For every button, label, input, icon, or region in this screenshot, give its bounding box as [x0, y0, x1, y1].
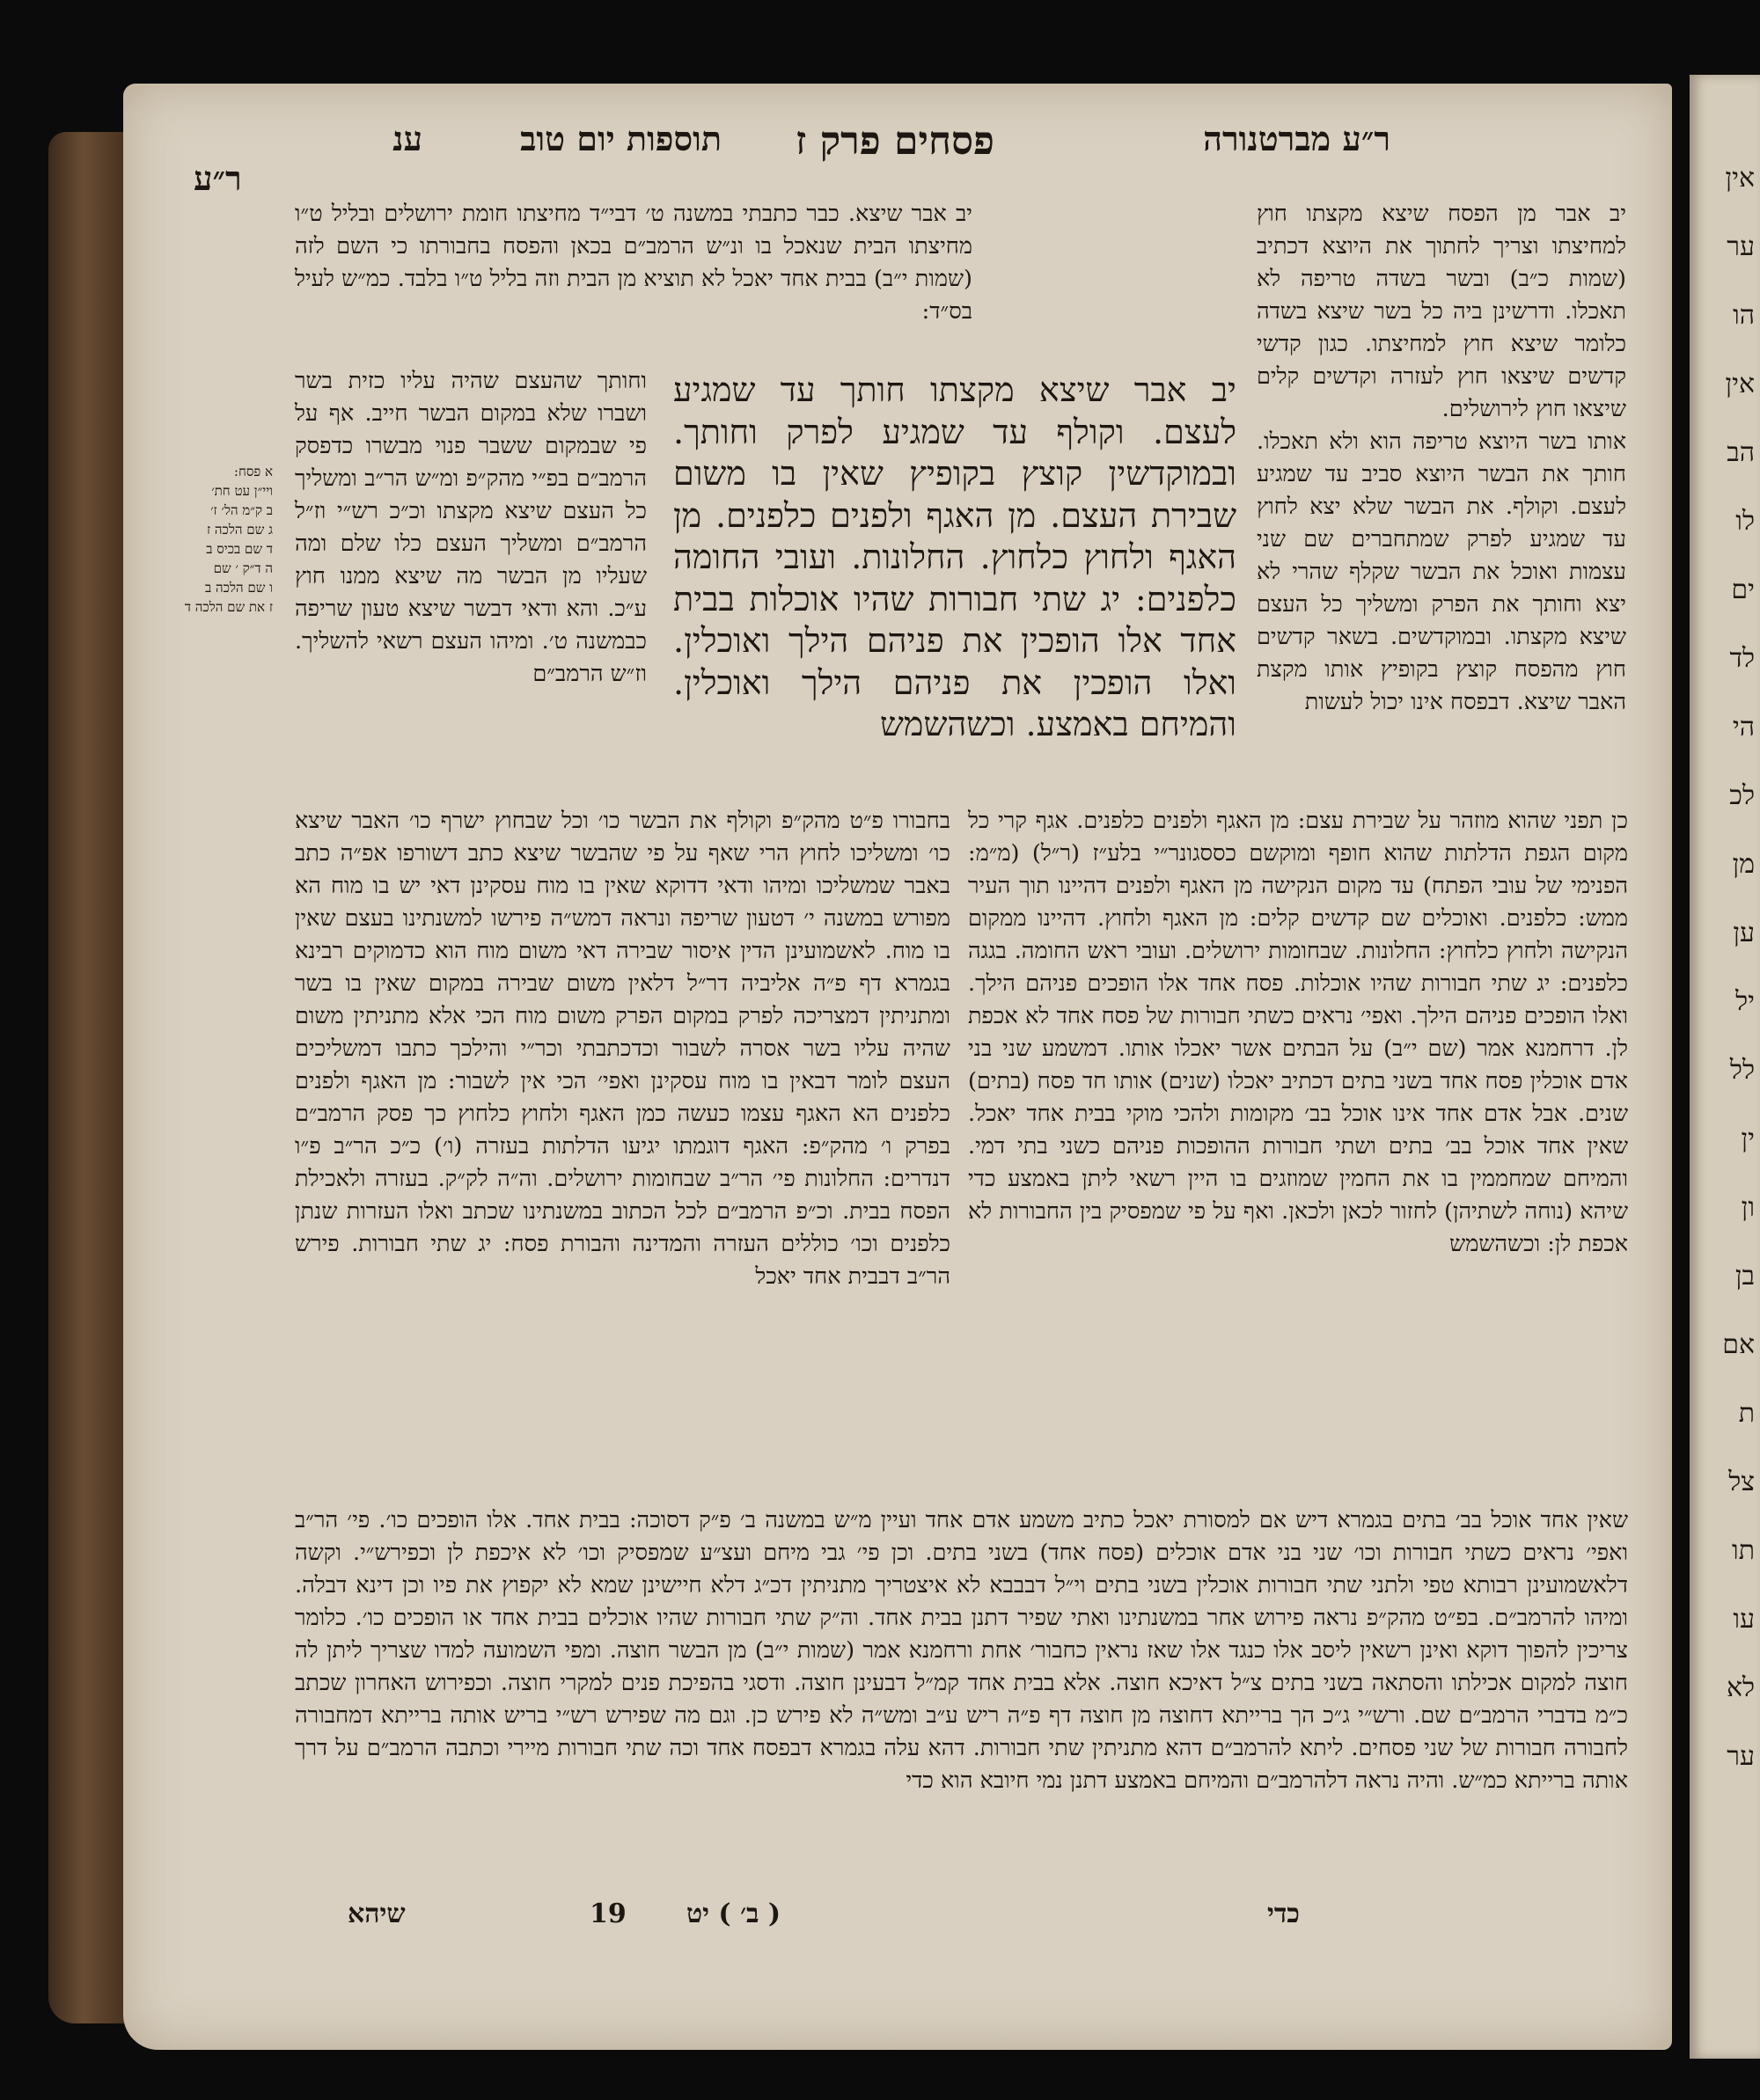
- facing-page-fragment: מן: [1732, 849, 1755, 880]
- tosafot-lower-column: [295, 805, 950, 1293]
- facing-page-fragment: ער: [1727, 231, 1755, 262]
- catchword-right: כדי: [1267, 1899, 1300, 1929]
- header-bartenura-title: ר״ע מברטנורה: [1203, 119, 1390, 158]
- page-number: 19: [590, 1899, 627, 1929]
- bartenura-paragraph: יב אבר מן הפסח שיצא מקצתו חוץ למחיצתו וצריך לחתוך את היוצא דכתיב (שמות כ״ב) ובשר בשדה טריפה לא תאכלו. ודרשינן ביה כל בשר שיצא בשדה כלומר שיצא חוץ למחיצתו. כגון קדשי קדשים שיצאו חוץ לעזרה וקדשים קלים שיצאו חוץ לירושלים.: [1257, 201, 1626, 422]
- facing-page-fragment: לל: [1729, 1055, 1755, 1086]
- facing-page-fragment: יל: [1735, 986, 1755, 1017]
- bartenura-paragraph: כן תפני שהוא מוזהר על שבירת עצם: מן האגף ולפנים כלפנים. אגף קרי כל מקום הגפת הדלתות שהוא חופף ומוקשם כססגונר״י בלע״ז (ר״ל) (מ״מ: הפנימי של עובי הפתח) עד מקום הנקישה מן האגף ולפנים דהיינו תוך העיר ממש: כלפנים. ואוכלים שם קדשים קלים: מן האגף ולחוץ. דהיינו ממקום הנקישה ולחוץ כלחוץ: החלונות. שבחומות ירושלים. ועובי ראש החומה. בגגה כלפנים: יג שתי חבורות שהיו אוכלות. פסח אחד אלו הופכים פניהם הילך. ואלו הופכים פניהם הילך. ואפי׳ נראים כשתי חבורות של פסח אחד לא אכפת לן. דרחמנא אמר (שם י״ב) על הבתים אשר יאכלו אותו. דמשמע שני בני אדם אוכלין פסח אחד בשני בתים דכתיב יאכלו (שנים) אותו חד פסח (בתים) שנים. אבל אדם אחד אינו אוכל בב׳ מקומות ולהכי מוקי בבית אחד יאכל. שאין אחד אוכל בב׳ בתים ושתי חבורות ההופכות פניהם כשני בתי דמי. והמיחם שמחממין בו את החמין שמוזגים בו היין רשאי ליתן באמצע כדי שיהא (נוחה לשתיהן) לחזור לכאן ולכאן. ואף על פי שמפסיק בין החבורות לא אכפת לן: וכשהשמש: [968, 808, 1628, 1257]
- facing-page-fragment: צל: [1728, 1467, 1755, 1497]
- margin-note: ויי״ן עט חת׳: [211, 483, 273, 499]
- tosafot-top-block: [295, 198, 972, 328]
- margin-note: ו שם הלכה ב: [205, 580, 273, 596]
- signature-mark: ( ב׳ ) יט: [686, 1899, 781, 1929]
- margin-note: ד שם בכיס ב: [206, 541, 273, 557]
- facing-page-fragment: אין: [1725, 163, 1755, 194]
- facing-page-fragment: עו: [1733, 1604, 1755, 1635]
- margin-note: ה ד״ק ׳ שם: [213, 560, 273, 576]
- facing-page-fragment: לא: [1726, 1672, 1755, 1703]
- margin-note: ז את שם הלכה ד: [184, 599, 273, 615]
- tosafot-paragraph: שאין אחד אוכל בב׳ בתים בגמרא דיש אם למסורת יאכל כתיב משמע אדם אחד ועיין מ״ש במשנה ב׳ פ״ק דסוכה: בבית אחד. אלו הופכים כו׳. פי׳ הר״ב ואפי׳ נראים כשתי חבורות וכו׳ שני בני אדם אוכלים (פסח אחד) בשני בתים. וכן פי׳ גבי מיחם ועצ״ע שמפסיק וכו׳ לא איכפת לן וכפירש״י. וקשה דלאשמועינן רבותא טפי ולתני שתי חבורות אוכלין בשני בתים וי״ל דבבבא לא איצטריך מתניתין דכ״ג דלא חיישינן שמא לא יקפוץ את פיו וכן דינא דבלה. ומיהו להרמב״ם. בפ״ט מהק״פ נראה פירוש אחר במשנתינו ואתי שפיר דתנן בבית אחד. וה״ק שתי חבורות שהיו אוכלים בבית אחד או הופכים כו׳. כלומר צריכין להפוך דוקא ואינן רשאין ליסב אלו כנגד אלו שאז נראין כחבור׳ אחת ורחמנא אמר (שמות י״ב) מן הבשר חוצה. ומפי השמועה למדו שצריך ליתן לה חוצה למקום אכילתו והסתאה בשני בתים צ״ל דאיכא חוצה. אלא בבית אחד קמ״ל דבעינן חוצה. ודסגי בהפיכת פנים למקרי חוצה. וכפירוש האחרון שכתב כ״מ בדברי הרמב״ם שם. ורש״י ג״כ הך ברייתא דחוצה מן חוצה דף פ״ה ריש ע״ב ומש״ה לא פירש כן. וגם מה שפירש רש״י בריש אותה ברייתא דמחבורה לחבורה חבורות של שני פסחים. ליתא להרמב״ם דהא מתניתין שתי חבורות. דהא עלה בגמרא דבפסח אחד וכה שתי חבורות מיירי וכתבה הרמב״ם על דרך אותה ברייתא כמ״ש. והיה נראה דלהרמב״ם והמיחם באמצע דתנן נמי חיובא הוא כדי: [295, 1507, 1628, 1794]
- facing-page-fragment: ין: [1741, 1123, 1755, 1154]
- facing-page-fragment: ים: [1731, 574, 1755, 605]
- header-tosafot-title: תוספות יום טוב: [520, 119, 722, 158]
- bartenura-lower-column: [968, 805, 1628, 1261]
- facing-page-fragment: לכ: [1729, 780, 1755, 811]
- facing-page-fragment: אין: [1725, 369, 1755, 399]
- tosafot-paragraph: יב אבר שיצא. כבר כתבתי במשנה ט׳ דבי״ד מחיצתו חומת ירושלים ובליל ט״ו מחיצתו הבית שנאכל בו ונ״ש הרמב״ם בכאן והפסח בחבורתו כי השם לזה (שמות י״ב) בבית אחד יאכל לא תוציא מן הבית וזה בליל ט״ו בלבד. כמ״ש לעיל בס״ד:: [295, 201, 972, 325]
- facing-page-fragment: לו: [1735, 506, 1755, 537]
- facing-page-fragment: ון: [1741, 1192, 1755, 1223]
- bartenura-column: [1257, 198, 1626, 719]
- facing-page-fragment: הו: [1733, 300, 1755, 331]
- facing-page-fragment: הי: [1732, 712, 1755, 743]
- catchword: שיהא: [348, 1899, 406, 1929]
- tosafot-paragraph: וחותך שהעצם שהיה עליו כזית בשר ושברו שלא במקום הבשר חייב. אף על פי שבמקום ששבר פנוי מבשרו כדפסק הרמב״ם בפ״י מהק״פ ומ״ש הר״ב ומשליך כל העצם שיצא מקצתו וכ״כ רש״י וז״ל הרמב״ם ומשליך העצם כלו שלם ומה שעליו מן הבשר מה שיצא ממנו חוץ ע״כ. והא ודאי דבשר שיצא טעון שריפה כבמשנה ט׳. ומיהו העצם רשאי להשליך. וז״ש הרמב״ם: [295, 368, 647, 687]
- margin-note: ב ק״מ הל׳ ז׳: [210, 502, 273, 518]
- facing-page-fragment: ען: [1733, 918, 1755, 948]
- facing-page-fragment: הב: [1727, 437, 1755, 468]
- header-chapter-title: פסחים פרק ז: [796, 119, 994, 164]
- facing-page-fragment: אם: [1722, 1329, 1755, 1360]
- facing-page-fragment: בן: [1734, 1261, 1755, 1291]
- facing-page-fragment: תו: [1732, 1535, 1755, 1566]
- margin-references: [184, 462, 273, 617]
- tosafot-inner-column: [295, 365, 647, 691]
- margin-note: א פסח:: [233, 464, 273, 479]
- margin-note: ג שם הלכה ז: [206, 522, 273, 538]
- tosafot-full-width: [295, 1504, 1628, 1797]
- mishna-paragraph: יב אבר שיצא מקצתו חותך עד שמגיע לעצם. וקולף עד שמגיע לפרק וחותך. ובמוקדשין קוצץ בקופיץ שאין בו משום שבירת העצם. מן האגף ולפנים כלפנים. מן האגף ולחוץ כלחוץ. החלונות. ועובי החומה כלפנים: יג שתי חבורות שהיו אוכלות בבית אחד אלו הופכין את פניהם הילך ואוכלין. ואלו הופכין את פניהם הילך ואוכלין. והמיחם באמצע. וכשהשמש: [673, 370, 1236, 743]
- facing-page-fragment: ער: [1727, 1741, 1755, 1772]
- mishna-text: [673, 370, 1236, 746]
- facing-page-fragment: ת: [1738, 1398, 1755, 1429]
- bartenura-paragraph: אותו בשר היוצא טריפה הוא ולא תאכלו. חותך את הבשר היוצא סביב עד שמגיע לעצם. וקולף. את הבשר שלא יצא לחוץ עד שמגיע לפרק שמתחברים שם שני עצמות ואוכל את הבשר שקלף שהרי לא יצא וחותך את הפרק ומשליך כל העצם שיצא מקצתו. ובמוקדשים. בשאר קדשים חוץ מהפסח קוצץ בקופיץ אותו מקצת האבר שיצא. דבפסח אינו יכול לעשות: [1257, 428, 1626, 715]
- facing-page-edge: [1690, 75, 1760, 2059]
- facing-page-fragment: לד: [1729, 643, 1755, 674]
- header-page-label: ענ: [392, 119, 422, 158]
- folio-label: ר״ע: [194, 158, 242, 198]
- tosafot-paragraph: בחבורו פ״ט מהק״פ וקולף את הבשר כו׳ וכל שבחוץ ישרף כו׳ האבר שיצא כו׳ ומשליכו לחוץ הרי שאף על פי שהבשר שיצא כתב דשורפו אפ״ה כתב באבר שמשליכו ומיהו ודאי דדוקא שאין בו מוח עסקינן דאי יש בו מוח הא מפורש במשנה י׳ דטעון שריפה ונראה דמש״ה פירשו למשנתינו בעצם שאין בו מוח. לאשמועינן הדין איסור שבירה דאי משום מוח הוא כדמוקים רבינא בגמרא דף פ״ה אליביה דר״ל דלאין משום שבירה במקום שאין בו בשר ומתניתין דמצריכה לפרק במקום הפרק משום מוח הכי אלא מתניתין משום שהיה עליו בשר אסרה לשבור וכדכתבתי וכר״י והילכך כתבו דמשליכים העצם לומר דבאין בו מוח עסקינן ואפי׳ הכי אין לשבור: מן האגף ולפנים כלפנים הא האגף עצמו כעשה כמן האגף ולחוץ כלחוץ כך פסק הרמב״ם בפרק ו׳ מהק״פ: האגף דוגמתו יגיעו הדלתות בעזרה (ו׳) כ״כ הר״ב פ״ו דנדרים: החלונות פי׳ הר״ב שבחומות ירושלים. וה״ה לק״ק. בעזרה ולאכילת הפסח בבית. וכ״פ הרמב״ם לכל הכתוב במשנתינו שכתב ואלו העזרות שנתן כלפנים וכו׳ כוללים העזרה והמדינה והבורת פסח: יג שתי חבורות. פירש הר״ב דבבית אחד יאכל: [295, 808, 950, 1290]
